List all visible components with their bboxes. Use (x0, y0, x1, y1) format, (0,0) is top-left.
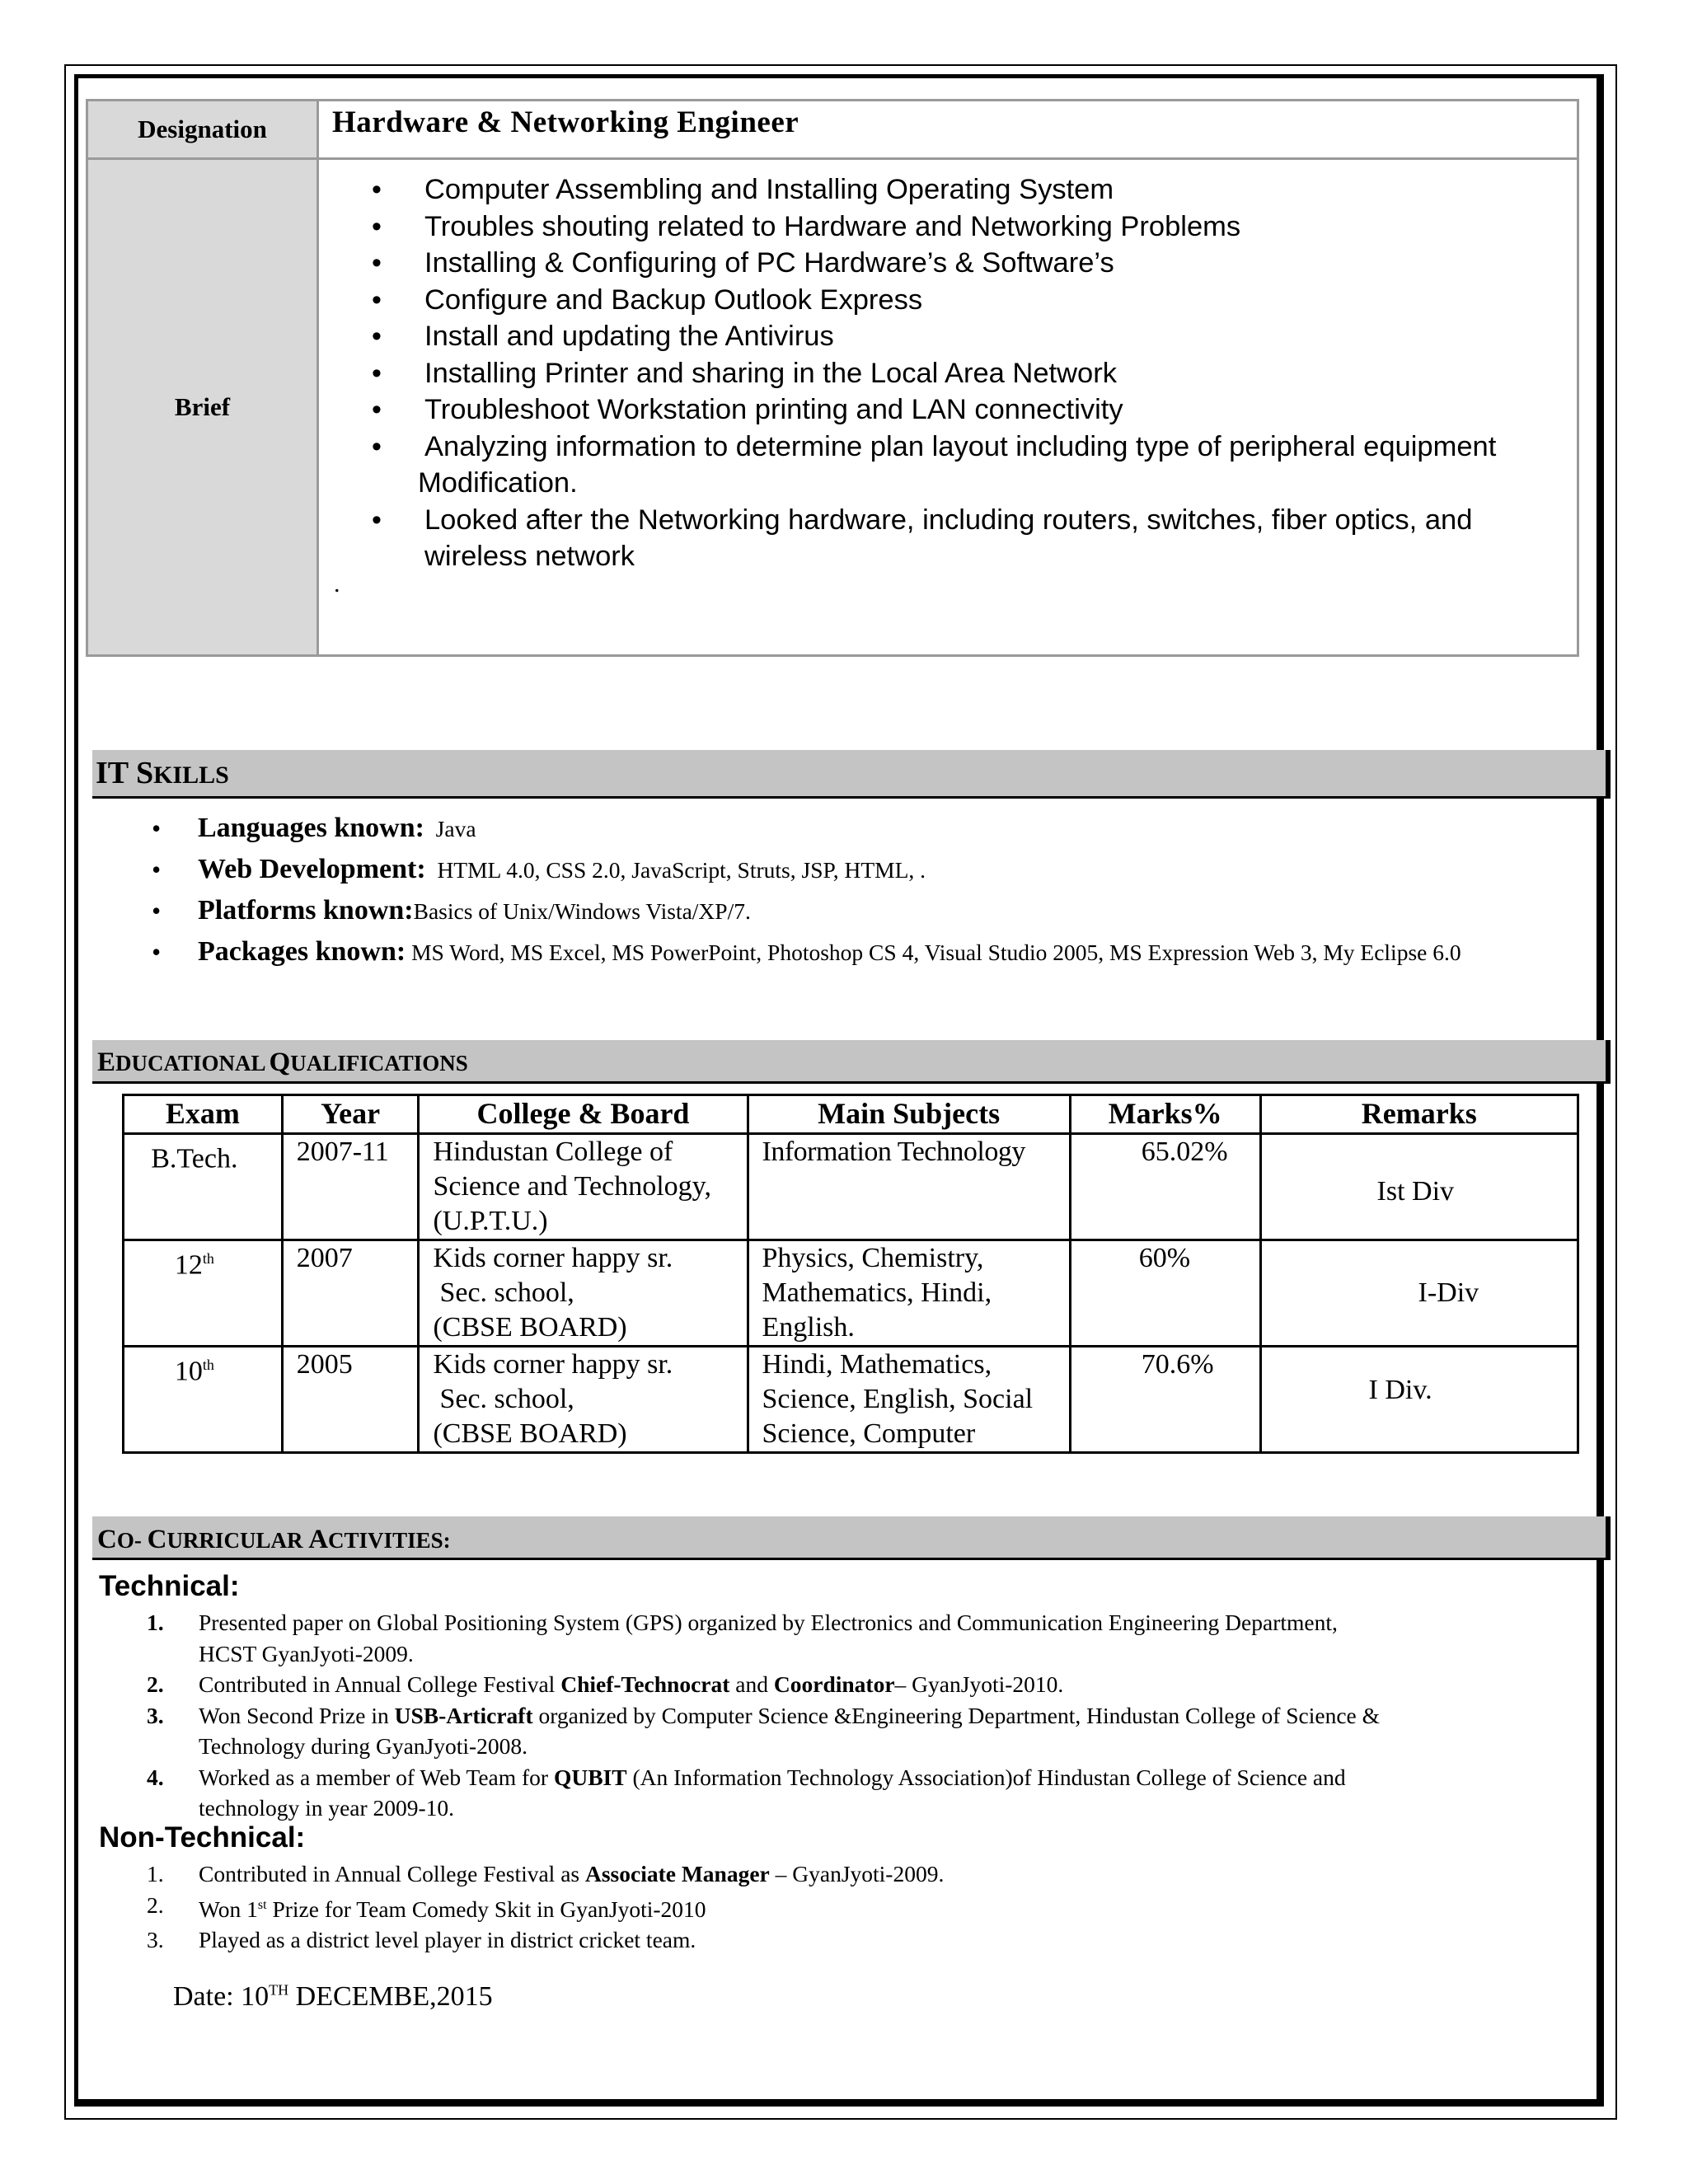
skill-item: • Packages known: MS Word, MS Excel, MS PowerPoint, Photoshop CS 4, Visual Studio 2005, MS Expression Web 3, My Eclipse 6.0 (92, 935, 1543, 969)
activities-heading: CO- CURRICULAR ACTIVITIES: (92, 1516, 1611, 1560)
date-line: Date: 10TH DECEMBE,2015 (173, 1981, 493, 2012)
brief-item: • Installing Printer and sharing in the Local Area Network (337, 355, 1496, 392)
header-marks: Marks% (1070, 1095, 1260, 1134)
cell-year: 2007 (282, 1240, 419, 1347)
education-heading: EDUCATIONAL QUALIFICATIONS (92, 1040, 1611, 1084)
cell-subjects: Physics, Chemistry, Mathematics, Hindi, English. (748, 1240, 1070, 1347)
header-college: College & Board (419, 1095, 748, 1134)
brief-item: • Looked after the Networking hardware, including routers, switches, fiber optics, and wireless network (337, 502, 1496, 575)
brief-trailing-dot: . (334, 570, 340, 598)
list-item: 1. Presented paper on Global Positioning System (GPS) organized by Electronics and Communication Engineering Department, HCST GyanJyoti-2009. (147, 1610, 1338, 1666)
cell-marks: 70.6% (1070, 1347, 1260, 1453)
list-item: 4. Worked as a member of Web Team for QUBIT (An Information Technology Association)of Hindustan College of Science and technology in year 2009-10. (147, 1764, 1346, 1821)
education-table (122, 1094, 1579, 1454)
it-skills-list (92, 812, 1543, 977)
cell-remarks: I-Div (1260, 1240, 1578, 1347)
cell-year: 2005 (282, 1347, 419, 1453)
cell-remarks: Ist Div (1260, 1134, 1578, 1240)
brief-item: • Install and updating the Antivirus (337, 318, 1496, 355)
cell-college: Kids corner happy sr. Sec. school, (CBSE BOARD) (419, 1347, 748, 1453)
header-exam: Exam (124, 1095, 283, 1134)
technical-list (137, 1607, 1587, 1824)
cell-subjects: Information Technology (748, 1134, 1070, 1240)
cell-marks: 60% (1070, 1240, 1260, 1347)
brief-item: • Analyzing information to determine plan layout including type of peripheral equipment Modification. (337, 429, 1496, 502)
list-item: 3. Won Second Prize in USB-Articraft organized by Computer Science &Engineering Department, Hindustan College of Science & Technology during GyanJyoti-2008. (147, 1702, 1381, 1759)
brief-item: • Configure and Backup Outlook Express (337, 282, 1496, 319)
brief-item: • Troubleshoot Workstation printing and LAN connectivity (337, 391, 1496, 429)
skill-item: • Platforms known:Basics of Unix/Windows Vista/XP/7. (92, 894, 1543, 928)
list-item: 3. Played as a district level player in district cricket team. (147, 1927, 696, 1953)
skill-item: • Languages known: Java (92, 812, 1543, 846)
non-technical-list (137, 1858, 1587, 1956)
header-remarks: Remarks (1260, 1095, 1578, 1134)
list-item: 1. Contributed in Annual College Festival as Associate Manager – GyanJyoti-2009. (147, 1861, 945, 1886)
list-item: 2. Won 1st Prize for Team Comedy Skit in GyanJyoti-2010 (147, 1891, 706, 1922)
table-row (124, 1240, 1578, 1347)
cell-subjects: Hindi, Mathematics, Science, English, Social Science, Computer (748, 1347, 1070, 1453)
table-row (124, 1347, 1578, 1453)
list-item: 2. Contributed in Annual College Festival Chief-Technocrat and Coordinator– GyanJyoti-2010. (147, 1671, 1064, 1697)
technical-heading: Technical: (99, 1570, 240, 1602)
brief-item: • Troubles shouting related to Hardware and Networking Problems (337, 209, 1496, 246)
header-subjects: Main Subjects (748, 1095, 1070, 1134)
skill-item: • Web Development: HTML 4.0, CSS 2.0, JavaScript, Struts, JSP, HTML, . (92, 853, 1543, 887)
cell-remarks: I Div. (1260, 1347, 1578, 1453)
education-header-row (124, 1095, 1578, 1134)
cell-marks: 65.02% (1070, 1134, 1260, 1240)
brief-label: Brief (87, 159, 318, 656)
designation-value: Hardware & Networking Engineer (318, 101, 1578, 159)
work-experience-table (86, 99, 1579, 657)
cell-exam: B.Tech. (124, 1134, 283, 1240)
brief-item: • Computer Assembling and Installing Operating System (337, 171, 1496, 209)
brief-cell (318, 159, 1578, 656)
designation-label: Designation (87, 101, 318, 159)
non-technical-heading: Non-Technical: (99, 1821, 306, 1854)
cell-year: 2007-11 (282, 1134, 419, 1240)
header-year: Year (282, 1095, 419, 1134)
it-skills-heading: IT SKILLS (92, 750, 1611, 799)
cell-college: Hindustan College of Science and Technology, (U.P.T.U.) (419, 1134, 748, 1240)
cell-exam: 10th (124, 1347, 283, 1453)
brief-list (337, 171, 1496, 575)
cell-exam: 12th (124, 1240, 283, 1347)
cell-college: Kids corner happy sr. Sec. school, (CBSE BOARD) (419, 1240, 748, 1347)
table-row (124, 1134, 1578, 1240)
brief-item: • Installing & Configuring of PC Hardware’s & Software’s (337, 245, 1496, 282)
